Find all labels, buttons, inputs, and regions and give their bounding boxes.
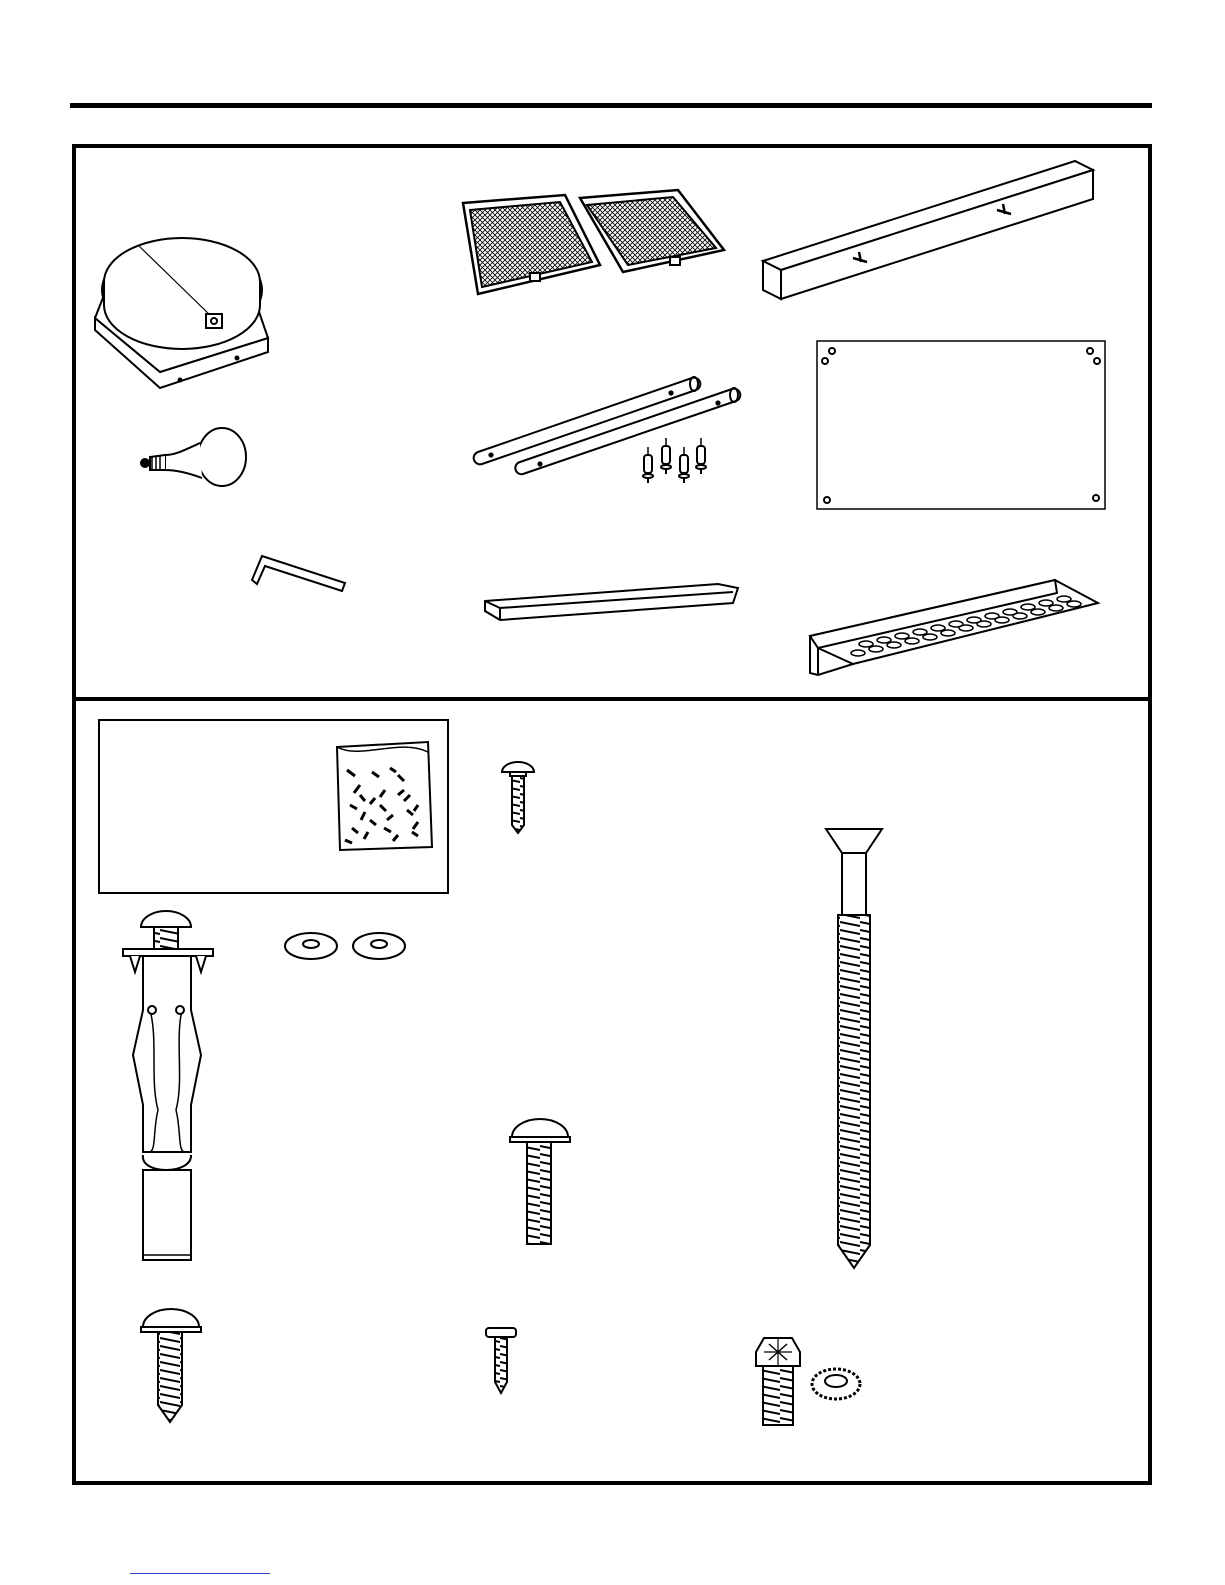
filter-tray [485, 584, 738, 620]
vent-grille [810, 580, 1098, 675]
hardware-bag [337, 742, 432, 850]
hex-bolt [756, 1338, 800, 1425]
tiny-screw [486, 1328, 516, 1393]
mounting-pins [643, 438, 706, 483]
lock-washer [812, 1369, 860, 1399]
lag-screw [826, 829, 882, 1268]
mounting-bracket [763, 161, 1093, 299]
light-bulb [141, 428, 246, 486]
pan-head-screw-medium [510, 1119, 570, 1244]
wall-panel [817, 341, 1105, 509]
toggle-anchor [123, 911, 213, 1260]
pan-head-screw-small [502, 762, 534, 833]
hex-key [252, 556, 345, 591]
pan-head-screw-large [141, 1309, 201, 1422]
washers [285, 933, 405, 959]
grease-filters [463, 190, 724, 294]
blower-assembly [95, 238, 268, 388]
